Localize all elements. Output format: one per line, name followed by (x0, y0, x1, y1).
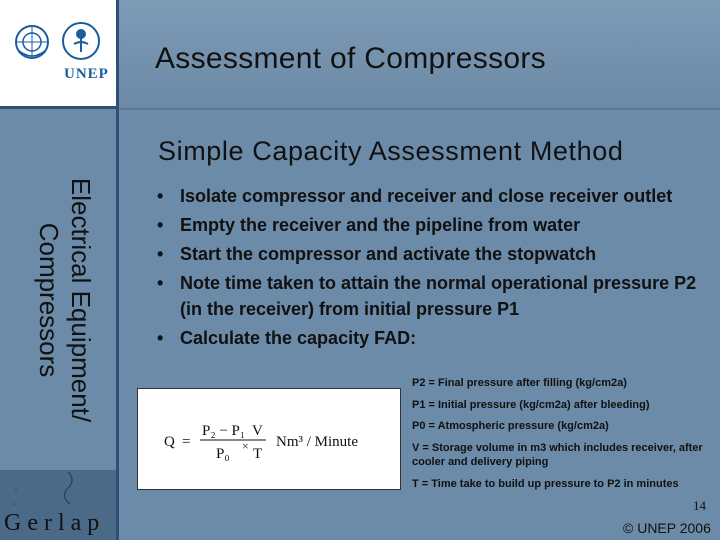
formula-equals: = (182, 434, 191, 450)
definition-p1: P1 = Initial pressure (kg/cm2a) after bleeding) (412, 399, 650, 411)
bullet-symbol: • (157, 186, 164, 206)
bullet-text: Empty the receiver and the pipeline from water (180, 215, 581, 235)
bullet-list (155, 183, 715, 354)
page-number: 14 (693, 498, 706, 513)
slide-title: Assessment of Compressors (155, 42, 546, 75)
bullet-item (155, 270, 715, 322)
formula-unit: Nm³ / Minute (276, 434, 358, 450)
bullet-item (155, 325, 715, 351)
formula-q: Q (164, 434, 175, 450)
bullet-symbol: • (157, 215, 164, 235)
bullet-item (155, 212, 715, 238)
formula-box (137, 388, 401, 490)
formula-times: × (242, 439, 249, 453)
unep-emblem-icon (60, 20, 102, 62)
formula-v: V (252, 423, 263, 439)
formula-t: T (253, 446, 263, 462)
decorative-swirl-icon (10, 470, 90, 510)
un-emblem-icon (12, 22, 52, 62)
bullet-item (155, 241, 715, 267)
bullet-symbol: • (157, 328, 164, 348)
definition-p0: P0 = Atmospheric pressure (kg/cm2a) (412, 420, 609, 432)
logo-panel (0, 0, 119, 109)
bullet-symbol: • (157, 273, 164, 293)
definition-v: V = Storage volume in m3 which includes receiver, after cooler and delivery piping (412, 442, 703, 468)
section-vertical-title (25, 165, 97, 435)
copyright: © UNEP 2006 (623, 520, 711, 536)
gerlap-logo: Gerlap (4, 510, 106, 536)
bullet-text: Calculate the capacity FAD: (180, 328, 417, 348)
fad-formula (138, 389, 400, 489)
bullet-text: Start the compressor and activate the stopwatch (180, 244, 597, 264)
bullet-symbol: • (157, 244, 164, 264)
formula-numerator: P₂ − P₁ (202, 423, 246, 439)
bullet-text: Isolate compressor and receiver and close receiver outlet (180, 186, 673, 206)
slide-subtitle: Simple Capacity Assessment Method (158, 136, 624, 166)
unep-logo-text: UNEP (64, 66, 109, 82)
bullet-text: Note time taken to attain the normal operational pressure P2 (in the receiver) from initial pressure P1 (180, 273, 697, 319)
formula-denominator: P₀ (216, 446, 230, 462)
bullet-item (155, 183, 715, 209)
definition-p2: P2 = Final pressure after filling (kg/cm2a) (412, 377, 627, 389)
definition-t: T = Time take to build up pressure to P2 in minutes (412, 478, 679, 490)
section-title-text: Electrical Equipment/ Compressors (34, 177, 96, 423)
